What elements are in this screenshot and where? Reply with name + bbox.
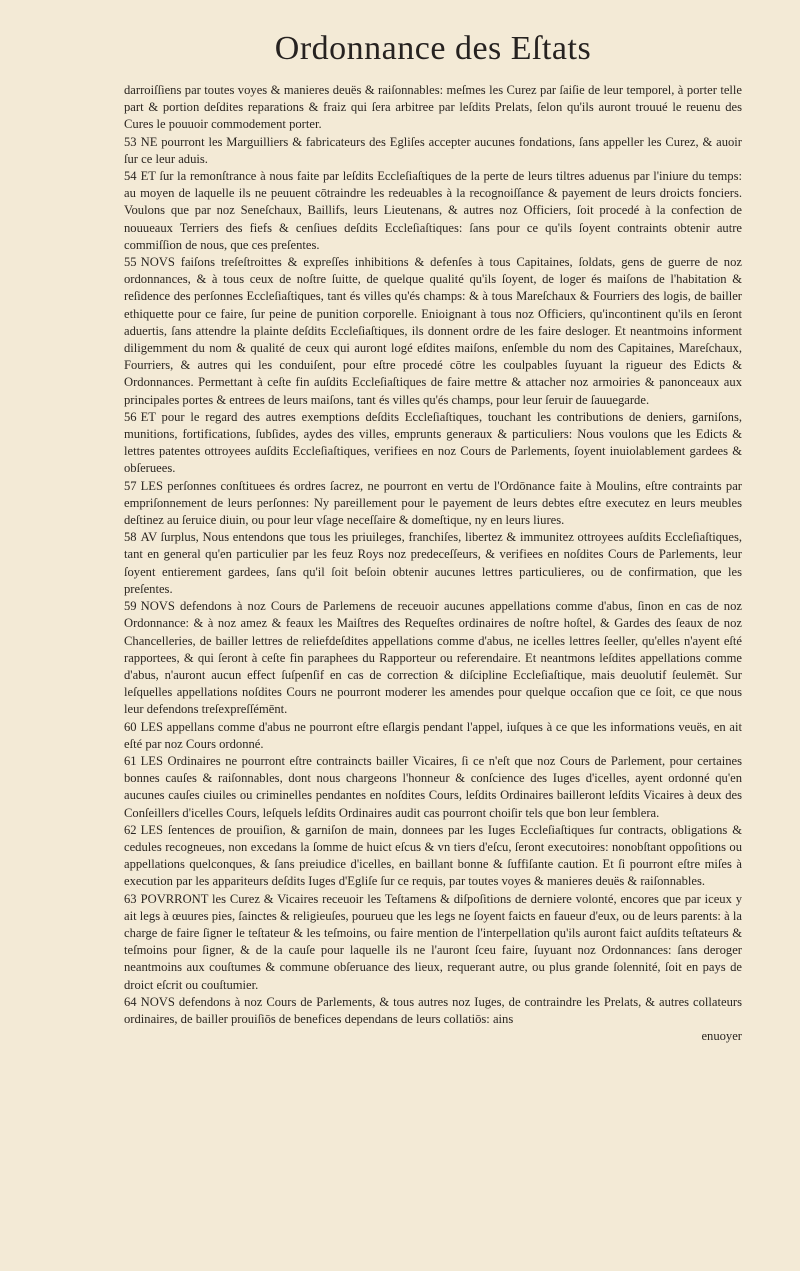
article-number: 63 (124, 891, 137, 906)
article-number: 54 (124, 169, 137, 184)
paragraph-text: NOVS faiſons treſeſtroittes & expreſſes inhibitions & defenſes à tous Capitaines, ſoldats, gens de guerre de noz ordonnances, & à tous ceux de noſtre ſuitte, de quelque qualité qu'ils ſoyent, de loger és maiſons de l'habitation & reſidence des perſonnes Eccleſiaſtiques, tant és villes qu'és champs: & à tous Mareſchaux & Fourriers des logis, de bailler ethiquette pour ce faire, ſur peine de punition corporelle. Enioignant à tous noz Officiers, qu'incontinent qu'ils en ſeront aduertis, ſans attendre la plainte deſdits Eccleſiaſtiques, ils donnent ordre de les faire desloger. Et neantmoins informent diligemment du nom & qualité de ceux qui auront logé eſdites maiſons, enſemble du nom des Capitaines, Mareſchaux, Fourriers, & autres qui les conduiſent, pour eſtre procedé cōtre les coulpables ſuyuant la rigueur des Edicts & Ordonnances. Permettant à ceſte fin auſdits Eccleſiaſtiques de faire mettre & attacher noz armoiries & panonceaux aux principales portes & entrees de leurs maiſons, tant és villes qu'és champs, pour leur ſeruir de ſauuegarde. (124, 255, 742, 407)
paragraph-text: darroiſſiens par toutes voyes & manieres deuës & raiſonnables: meſmes les Curez par ſaiſie de leur temporel, à porter telle part & portion deſdites reparations & fraiz qui ſera arbitree par leſdits Prelats, ſelon qu'ils auront trouué le reuenu des Cures le pouuoir commodement porter. (124, 83, 742, 132)
article-number: 53 (124, 134, 137, 149)
article-53 (124, 134, 742, 168)
paragraph-text: AV ſurplus, Nous entendons que tous les priuileges, franchiſes, libertez & immunitez ottroyees auſdits Eccleſiaſtiques, tant en general qu'en particulier par les feuz Roys noz predeceſſeurs, & verifiees en noſdites Cours de Parlements, leur ſoyent entierement gardees, ſans qu'il ſoit beſoin obtenir aucunes lettres particulieres, ou de confirmation, que les preſentes. (124, 530, 742, 596)
paragraph-text: NOVS defendons à noz Cours de Parlemens de receuoir aucunes appellations comme d'abus, ſinon en cas de noz Ordonnance: & à noz amez & feaux les Maiſtres des Requeſtes ordinaires de noſtre hoſtel, & Gardes des ſeaux de noz Chancelleries, de bailler lettres de reliefdeſdites appellations comme d'abus, ne icelles lettres ſeeller, qu'elles n'ayent eſté rapportees, & qui ſeront à ceſte fin paraphees du Rapporteur ou referendaire. Et neantmons leſdites appellations comme d'abus, n'auront aucun effect ſuſpenſif en cas de correction & diſcipline Eccleſiaſtique, mais deuolutif ſeulemēt. Sur leſquelles appellations noſdites Cours ne pourront moderer les amendes pour quelque occaſion que ce ſoit, ce que nous leur defendons treſexpreſſémēnt. (124, 599, 742, 717)
paragraph-text: POVRRONT les Curez & Vicaires receuoir les Teſtamens & diſpoſitions de derniere volonté, encores que par iceux y ait legs à œuures pies, ſainctes & religieuſes, pourueu que les legs ne ſoyent faicts en faueur d'eux, ou de leurs parents: à la charge de faire ſigner le teſtateur & les teſmoins, ou faire mention de l'interpellation qu'ils auront faict auſdits teſtateurs & teſmoins pour ſigner, & de la cauſe pour laquelle ils ne l'auront ſceu faire, ſuyuant noz Ordonnances: ſans deroger neantmoins aux couſtumes & commune obſeruance des lieux, requerant autre, ou plus grande ſolennité, ſoit en pays de droict eſcrit ou couſtumier. (124, 891, 742, 992)
article-56 (124, 409, 742, 478)
paragraph-text: NE pourront les Marguilliers & fabricateurs des Egliſes accepter aucunes fondations, ſans appeller les Curez, & auoir ſur ce leur aduis. (124, 134, 742, 166)
article-61 (124, 753, 742, 822)
article-number: 58 (124, 530, 137, 545)
article-64 (124, 994, 742, 1028)
paragraph-text: ET pour le regard des autres exemptions deſdits Eccleſiaſtiques, touchant les contributions de deniers, garniſons, munitions, fortifications, ſubſides, aydes des villes, emprunts generaux & particuliers: Nous voulons que les Edicts & lettres patentes ottroyees auſdits Eccleſiaſtiques, verifiees en noz Cours de Parlements, ſoyent inuiolablement gardees & obſeruees. (124, 409, 742, 476)
paragraph-text: ET ſur la remonſtrance à nous faite par leſdits Eccleſiaſtiques de la perte de leurs tiltres aduenus par l'iniure du temps: au moyen de laquelle ils ne peuuent cōtraindre les redeuables à la recognoiſſance & payement de leurs droicts fonciers. Voulons que par noz Seneſchaux, Baillifs, leurs Lieutenans, & autres noz Officiers, ſoit procedé à la confection de nouueaux Terriers des fiefs & cenſiues deſdits Eccleſiaſtiques: ſans pour ce qu'ils ſoyent contraints obtenir autre commiſſion de nous, que ces preſentes. (124, 169, 742, 252)
article-number: 62 (124, 822, 137, 837)
article-number: 59 (124, 599, 137, 614)
article-62 (124, 822, 742, 891)
article-55 (124, 254, 742, 409)
article-58 (124, 529, 742, 598)
article-number: 61 (124, 753, 137, 768)
paragraph-text: LES appellans comme d'abus ne pourront eſtre eſlargis pendant l'appel, iuſques à ce que les informations veuës, en ait eſté par noz Cours ordonné. (124, 719, 742, 751)
article-number: 57 (124, 478, 137, 493)
paragraph-text: LES perſonnes conſtituees és ordres ſacrez, ne pourront en vertu de l'Ordōnance faite à Moulins, eſtre contraints par empriſonnement de leurs perſonnes: Ny pareillement pour le payement de leurs debtes eſtre executez en leurs meubles deſtinez au ſeruice diuin, ou pour leur vſage neceſſaire & domeſtique, ny en leurs liures. (124, 478, 742, 528)
article-number: 64 (124, 994, 137, 1009)
catchword: enuoyer (701, 1029, 742, 1044)
paragraph (124, 82, 742, 134)
article-number: 56 (124, 409, 137, 424)
article-number: 60 (124, 719, 137, 734)
article-59 (124, 598, 742, 718)
article-60 (124, 719, 742, 753)
article-number: 55 (124, 255, 137, 270)
paragraph-text: NOVS defendons à noz Cours de Parlements, & tous autres noz Iuges, de contraindre les Prelats, & autres collateurs ordinaires, de bailler prouiſiōs de benefices dependans de leurs collatiōs: ains (124, 994, 742, 1026)
article-57 (124, 478, 742, 530)
article-63 (124, 891, 742, 994)
paragraph-text: LES Ordinaires ne pourront eſtre contraincts bailler Vicaires, ſi ce n'eſt que noz Cours de Parlement, pour certaines bonnes cauſes & raiſonnables, dont nous chargeons l'honneur & conſcience des Iuges d'icelles, ayent ordonné qu'en aucunes cauſes ciuiles ou criminelles pendantes en noſdites Cours, leſdits Ordinaires bailleront leſdits Vicaires à deux des Conſeillers d'icelles Cours, leſquels leſdits Ordinaires audit cas pourront choiſir tels que bon leur ſemblera. (124, 753, 742, 820)
body-text (124, 82, 742, 1028)
paragraph-text: LES ſentences de prouiſion, & garniſon de main, donnees par les Iuges Eccleſiaſtiques ſur contracts, obligations & cedules recogneues, non excedans la ſomme de huict eſcus & vn tiers d'eſcu, ſeront executoires: nonobſtant oppoſitions ou appellations quelconques, & ſans preiudice d'icelles, en baillant bonne & ſuffiſante caution. Et ſi pourront eſtre miſes à execution par les appariteurs deſdits Iuges d'Egliſe ſur ce requis, par toutes voyes & manieres deuës & raiſonnables. (124, 822, 742, 889)
running-title: Ordonnance des Eſtats (274, 30, 592, 67)
article-54 (124, 168, 742, 254)
